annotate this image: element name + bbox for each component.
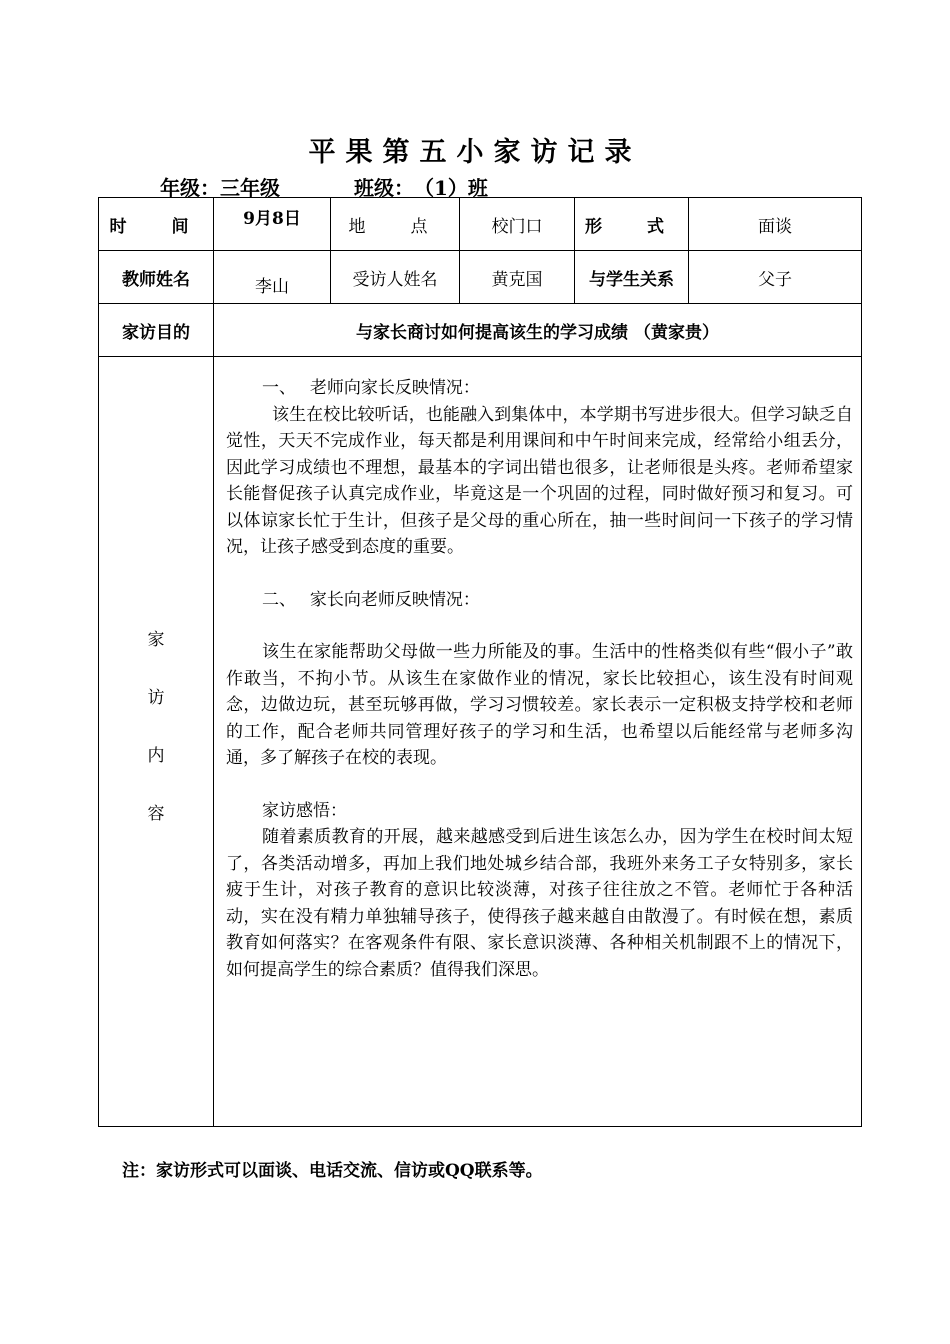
section-body: 该生在家能帮助父母做一些力所能及的事。生活中的性格类似有些“假小子”敢作敢当，不拘小节。从该生在家做作业的情况，家长比较担心，该生没有时间观念，边做边玩，甚至玩够再做，学习习惯较差。家长表示一定积极支持学校和老师的工作，配合老师共同管理好孩子的学习和生活，也希望以后能经常与老师多沟通，多了解孩子在校的表现。 bbox=[226, 642, 853, 768]
visitee-label: 受访人姓名 bbox=[331, 251, 460, 304]
table-row bbox=[99, 357, 862, 1127]
content-label-char: 内 bbox=[147, 745, 165, 766]
table-row bbox=[99, 251, 862, 304]
page-title: 平果第五小家访记录 bbox=[308, 137, 642, 168]
relation-value: 父子 bbox=[689, 251, 862, 304]
content-label-char: 访 bbox=[147, 687, 165, 708]
section-body: 该生在校比较听话，也能融入到集体中，本学期书写进步很大。但学习缺乏自觉性，天天不完成作业，每天都是利用课间和中午时间来完成，经常给小组丢分，因此学习成绩也不理想，最基本的字词出错也很多，让老师很是头疼。老师希望家长能督促孩子认真完成作业，毕竟这是一个巩固的过程，同时做好预习和复习。可以体谅家长忙于生计，但孩子是父母的重心所在，抽一些时间问一下孩子的学习情况，让孩子感受到态度的重要。 bbox=[226, 404, 853, 557]
content-label-char: 容 bbox=[147, 803, 165, 824]
section-heading: 二、 家长向老师反映情况： bbox=[262, 589, 480, 610]
section-heading: 家访感悟： bbox=[262, 800, 347, 821]
place-label: 地 点 bbox=[331, 198, 460, 251]
grade-label: 年级：三年级 bbox=[160, 176, 280, 200]
relation-label: 与学生关系 bbox=[575, 251, 689, 304]
content-body bbox=[214, 357, 862, 1127]
class-label: 班级： （1）班 bbox=[354, 176, 488, 200]
time-value: 9月8日 bbox=[214, 198, 331, 251]
time-label: 时 间 bbox=[99, 198, 214, 251]
purpose-value: 与家长商讨如何提高该生的学习成绩 （黄家贵） bbox=[214, 304, 862, 357]
content-label bbox=[99, 357, 214, 1127]
content-label-char: 家 bbox=[147, 629, 165, 650]
table-row bbox=[99, 304, 862, 357]
section-heading: 一、 老师向家长反映情况： bbox=[262, 378, 480, 398]
teacher-label: 教师姓名 bbox=[99, 251, 214, 304]
form-value: 面谈 bbox=[689, 198, 862, 251]
visitee-value: 黄克国 bbox=[460, 251, 575, 304]
purpose-label: 家访目的 bbox=[99, 304, 214, 357]
section-body: 随着素质教育的开展，越来越感受到后进生该怎么办，因为学生在校时间太短了，各类活动增多，再加上我们地处城乡结合部，我班外来务工子女特别多，家长疲于生计，对孩子教育的意识比较淡薄，对孩子往往放之不管。老师忙于各种活动，实在没有精力单独辅导孩子，使得孩子越来越自由散漫了。有时候在想，素质教育如何落实？在客观条件有限、家长意识淡薄、各种相关机制跟不上的情况下，如何提高学生的综合素质？值得我们深思。 bbox=[226, 827, 853, 980]
table-row bbox=[99, 198, 862, 251]
place-value: 校门口 bbox=[460, 198, 575, 251]
visit-record-table bbox=[98, 197, 862, 1127]
teacher-value: 李山 bbox=[214, 251, 331, 304]
form-label: 形 式 bbox=[575, 198, 689, 251]
footnote: 注：家访形式可以面谈、电话交流、信访或QQ联系等。 bbox=[122, 1161, 543, 1181]
